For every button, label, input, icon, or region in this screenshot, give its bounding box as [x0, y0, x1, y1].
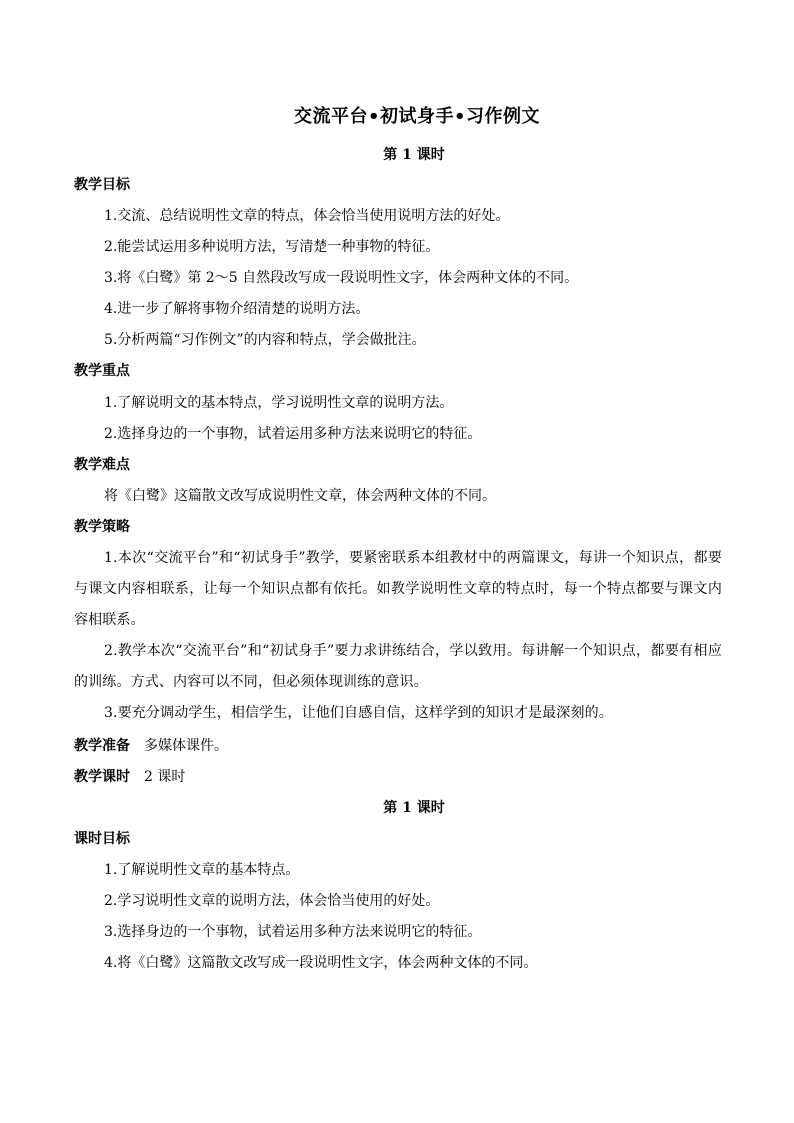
preparation-text: 多媒体课件。: [144, 738, 228, 754]
difficulty-heading: 教学难点: [74, 457, 130, 473]
document-title: 交流平台•初试身手•习作例文: [293, 106, 540, 127]
objective-item: 4.进一步了解将事物介绍清楚的说明方法。: [104, 301, 370, 317]
objective-item: 2.能尝试运用多种说明方法，写清楚一种事物的特征。: [104, 239, 440, 255]
strategy-paragraph: 3.要充分调动学生，相信学生，让他们自感自信，这样学到的知识才是最深刻的。: [104, 705, 613, 721]
strategy-heading: 教学策略: [74, 519, 130, 535]
objective-item: 1.交流、总结说明性文章的特点，体会恰当使用说明方法的好处。: [104, 208, 510, 224]
lesson-goals-heading: 课时目标: [74, 831, 130, 847]
strategy-paragraph: 1.本次“交流平台”和“初试身手”教学，要紧密联系本组教材中的两篇课文，每讲一个知识点，都要与课文内容相联系，让每一个知识点都有依托。如教学说明性文章的特点时，每一个特点都要与课文内容相联系。: [74, 550, 722, 628]
lesson-header-first: 第 1 课时: [383, 147, 445, 163]
objective-item: 3.将《白鹭》第 2～5 自然段改写成一段说明性文字，体会两种文体的不同。: [104, 270, 579, 286]
key-point-item: 2.选择身边的一个事物，试着运用多种方法来说明它的特征。: [104, 426, 482, 442]
lesson-goal-item: 1.了解说明性文章的基本特点。: [104, 862, 300, 878]
preparation-heading: 教学准备: [74, 738, 130, 754]
hours-text: 2 课时: [144, 769, 186, 785]
strategy-paragraph: 2.教学本次“交流平台”和“初试身手”要力求讲练结合，学以致用。每讲解一个知识点，都要有相应的训练。方式、内容可以不同，但必须体现训练的意识。: [74, 643, 722, 690]
objective-item: 5.分析两篇“习作例文”的内容和特点，学会做批注。: [104, 332, 426, 348]
lesson-goal-item: 2.学习说明性文章的说明方法，体会恰当使用的好处。: [104, 893, 440, 909]
lesson-goal-item: 4.将《白鹭》这篇散文改写成一段说明性文字，体会两种文体的不同。: [104, 955, 538, 971]
hours-row: [74, 767, 185, 787]
difficulty-text: 将《白鹭》这篇散文改写成说明性文章，体会两种文体的不同。: [104, 488, 496, 504]
key-points-heading: 教学重点: [74, 363, 130, 379]
objectives-heading: 教学目标: [74, 177, 130, 193]
key-point-item: 1.了解说明文的基本特点，学习说明性文章的说明方法。: [104, 395, 454, 411]
lesson-header-second: 第 1 课时: [383, 800, 445, 816]
lesson-goal-item: 3.选择身边的一个事物，试着运用多种方法来说明它的特征。: [104, 924, 482, 940]
hours-heading: 教学课时: [74, 769, 130, 785]
preparation-row: [74, 736, 228, 756]
